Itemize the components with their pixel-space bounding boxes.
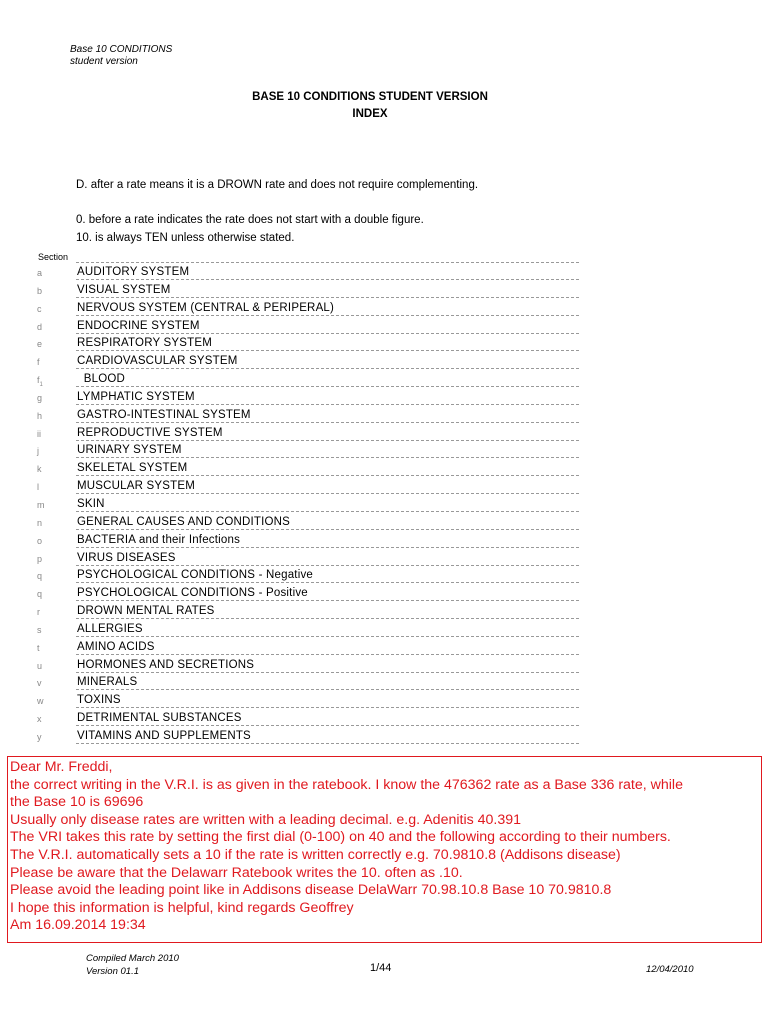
section-row — [0, 549, 768, 567]
section-letter: s — [37, 624, 42, 635]
dotted-rule — [76, 333, 579, 334]
comment-line: I hope this information is helpful, kind regards Geoffrey — [10, 899, 354, 916]
section-row — [0, 459, 768, 477]
section-title: LYMPHATIC SYSTEM — [77, 390, 195, 403]
section-letter: t — [37, 642, 40, 653]
section-letter: d — [37, 321, 43, 332]
comment-line: Usually only disease rates are written with a leading decimal. e.g. Adenitis 40.391 — [10, 811, 522, 828]
section-title: SKELETAL SYSTEM — [77, 462, 188, 475]
section-title: RESPIRATORY SYSTEM — [77, 337, 213, 350]
dotted-rule — [76, 672, 579, 673]
dotted-rule — [76, 404, 579, 405]
dotted-rule — [76, 297, 579, 298]
dotted-rule — [76, 707, 579, 708]
dotted-rule — [76, 582, 579, 583]
section-title: MINERALS — [77, 676, 138, 689]
section-title: HORMONES AND SECRETIONS — [77, 658, 255, 671]
section-letter: o — [37, 535, 43, 546]
section-row — [0, 656, 768, 674]
dotted-rule — [76, 422, 579, 423]
dotted-rule — [76, 743, 579, 744]
section-title: PSYCHOLOGICAL CONDITIONS - Positive — [77, 587, 308, 600]
dotted-rule — [76, 511, 579, 512]
section-letter: j — [37, 446, 39, 457]
dotted-rule — [76, 493, 579, 494]
dotted-rule — [76, 440, 579, 441]
comment-line: Please avoid the leading point like in Addisons disease DelaWarr 70.98.10.8 Base 10 70.9810.8 — [10, 882, 612, 899]
section-letter: f — [37, 357, 40, 368]
dotted-rule — [76, 600, 579, 601]
section-row — [0, 334, 768, 352]
section-letter: q — [37, 571, 43, 582]
dotted-rule — [76, 279, 579, 280]
section-title: MUSCULAR SYSTEM — [77, 480, 196, 493]
section-row — [0, 424, 768, 442]
section-title: VIRUS DISEASES — [77, 551, 176, 564]
section-letter: n — [37, 517, 43, 528]
dotted-rule — [76, 368, 579, 369]
dotted-rule — [76, 386, 579, 387]
footer-date: 12/04/2010 — [646, 964, 694, 975]
dotted-rule — [76, 618, 579, 619]
section-title: BACTERIA and their Infections — [77, 533, 241, 546]
section-letter: a — [37, 268, 43, 278]
footer-compiled: Compiled March 2010 — [86, 953, 179, 964]
review-comment-box[interactable] — [7, 756, 762, 943]
comment-line: Dear Mr. Freddi, — [10, 759, 113, 775]
comment-line: Please be aware that the Delawarr Ratebook writes the 10. often as .10. — [10, 864, 463, 881]
section-row — [0, 477, 768, 495]
section-title: DETRIMENTAL SUBSTANCES — [77, 712, 242, 725]
note-drown: D. after a rate means it is a DROWN rate and does not require complementing. — [76, 179, 479, 191]
section-letter: e — [37, 339, 43, 350]
section-title: GASTRO-INTESTINAL SYSTEM — [77, 408, 251, 421]
header-title: Base 10 CONDITIONS — [70, 44, 173, 55]
section-row — [0, 370, 768, 388]
dotted-rule — [76, 654, 579, 655]
section-row — [0, 638, 768, 656]
header-subtitle: student version — [70, 56, 138, 67]
section-letter: ii — [37, 428, 41, 439]
section-title: CARDIOVASCULAR SYSTEM — [77, 355, 238, 368]
section-index-list — [0, 263, 768, 745]
section-letter: m — [37, 499, 45, 510]
section-letter: y — [37, 731, 42, 742]
section-title: GENERAL CAUSES AND CONDITIONS — [77, 515, 291, 528]
section-row — [0, 299, 768, 317]
dotted-rule — [76, 315, 579, 316]
document-subtitle: INDEX — [352, 108, 388, 120]
section-letter: b — [37, 285, 43, 296]
section-row — [0, 406, 768, 424]
section-letter: l — [37, 482, 39, 493]
section-title: SKIN — [77, 497, 105, 510]
section-title: URINARY SYSTEM — [77, 444, 182, 457]
section-row — [0, 691, 768, 709]
section-row — [0, 388, 768, 406]
section-letter: h — [37, 410, 43, 421]
section-title: AMINO ACIDS — [77, 640, 155, 653]
section-title: AUDITORY SYSTEM — [77, 266, 190, 278]
section-letter: w — [37, 696, 44, 707]
section-title: DROWN MENTAL RATES — [77, 605, 215, 618]
section-title: NERVOUS SYSTEM (CENTRAL & PERIPERAL) — [77, 301, 335, 314]
document-title: BASE 10 CONDITIONS STUDENT VERSION — [252, 91, 488, 103]
section-row — [0, 727, 768, 745]
section-row — [0, 263, 768, 281]
section-row — [0, 441, 768, 459]
section-title: BLOOD — [77, 373, 126, 386]
section-title: PSYCHOLOGICAL CONDITIONS - Negative — [77, 569, 313, 582]
section-letter: x — [37, 714, 42, 725]
dotted-rule — [76, 457, 579, 458]
comment-line: Am 16.09.2014 19:34 — [10, 917, 146, 934]
section-row — [0, 673, 768, 691]
dotted-rule — [76, 529, 579, 530]
section-row — [0, 317, 768, 335]
section-row — [0, 566, 768, 584]
comment-line: the Base 10 is 69696 — [10, 794, 144, 811]
comment-line: The V.R.I. automatically sets a 10 if the rate is written correctly e.g. 70.9810.8 (Addisons disease) — [10, 846, 621, 863]
section-letter: k — [37, 464, 42, 475]
section-letter: q — [37, 589, 43, 600]
dotted-rule — [76, 475, 579, 476]
comment-line: The VRI takes this rate by setting the first dial (0-100) on 40 and the following according to their numbers. — [10, 829, 671, 846]
section-row — [0, 602, 768, 620]
section-letter: $f_1$ — [37, 375, 43, 388]
dotted-rule — [76, 725, 579, 726]
dotted-rule — [76, 565, 579, 566]
comment-line: the correct writing in the V.R.I. is as given in the ratebook. I know the 476362 rate as a Base 336 rate, while — [10, 776, 683, 793]
section-row — [0, 495, 768, 513]
footer-version: Version 01.1 — [86, 966, 139, 977]
dotted-rule — [76, 636, 579, 637]
section-letter: g — [37, 392, 43, 403]
section-row — [0, 531, 768, 549]
section-row — [0, 513, 768, 531]
dotted-rule — [76, 689, 579, 690]
dotted-rule — [76, 350, 579, 351]
section-title: ALLERGIES — [77, 622, 143, 635]
section-row — [0, 281, 768, 299]
section-title: ENDOCRINE SYSTEM — [77, 319, 200, 332]
section-row — [0, 584, 768, 602]
section-title: VITAMINS AND SUPPLEMENTS — [77, 729, 251, 742]
dotted-rule — [76, 262, 579, 263]
section-title: REPRODUCTIVE SYSTEM — [77, 426, 223, 439]
section-title: VISUAL SYSTEM — [77, 283, 171, 296]
section-row — [0, 709, 768, 727]
section-letter: p — [37, 553, 43, 564]
section-column-label: Section — [38, 252, 69, 262]
note-zero: 0. before a rate indicates the rate does not start with a double figure. — [76, 214, 424, 226]
section-letter: u — [37, 660, 43, 671]
section-row — [0, 620, 768, 638]
document-header — [70, 44, 172, 68]
note-ten: 10. is always TEN unless otherwise stated. — [76, 232, 295, 244]
dotted-rule — [76, 547, 579, 548]
section-letter: v — [37, 678, 42, 689]
section-title: TOXINS — [77, 694, 121, 707]
section-row — [0, 352, 768, 370]
section-letter: c — [37, 303, 42, 314]
page-number: 1/44 — [370, 962, 392, 974]
section-letter: r — [37, 607, 40, 618]
